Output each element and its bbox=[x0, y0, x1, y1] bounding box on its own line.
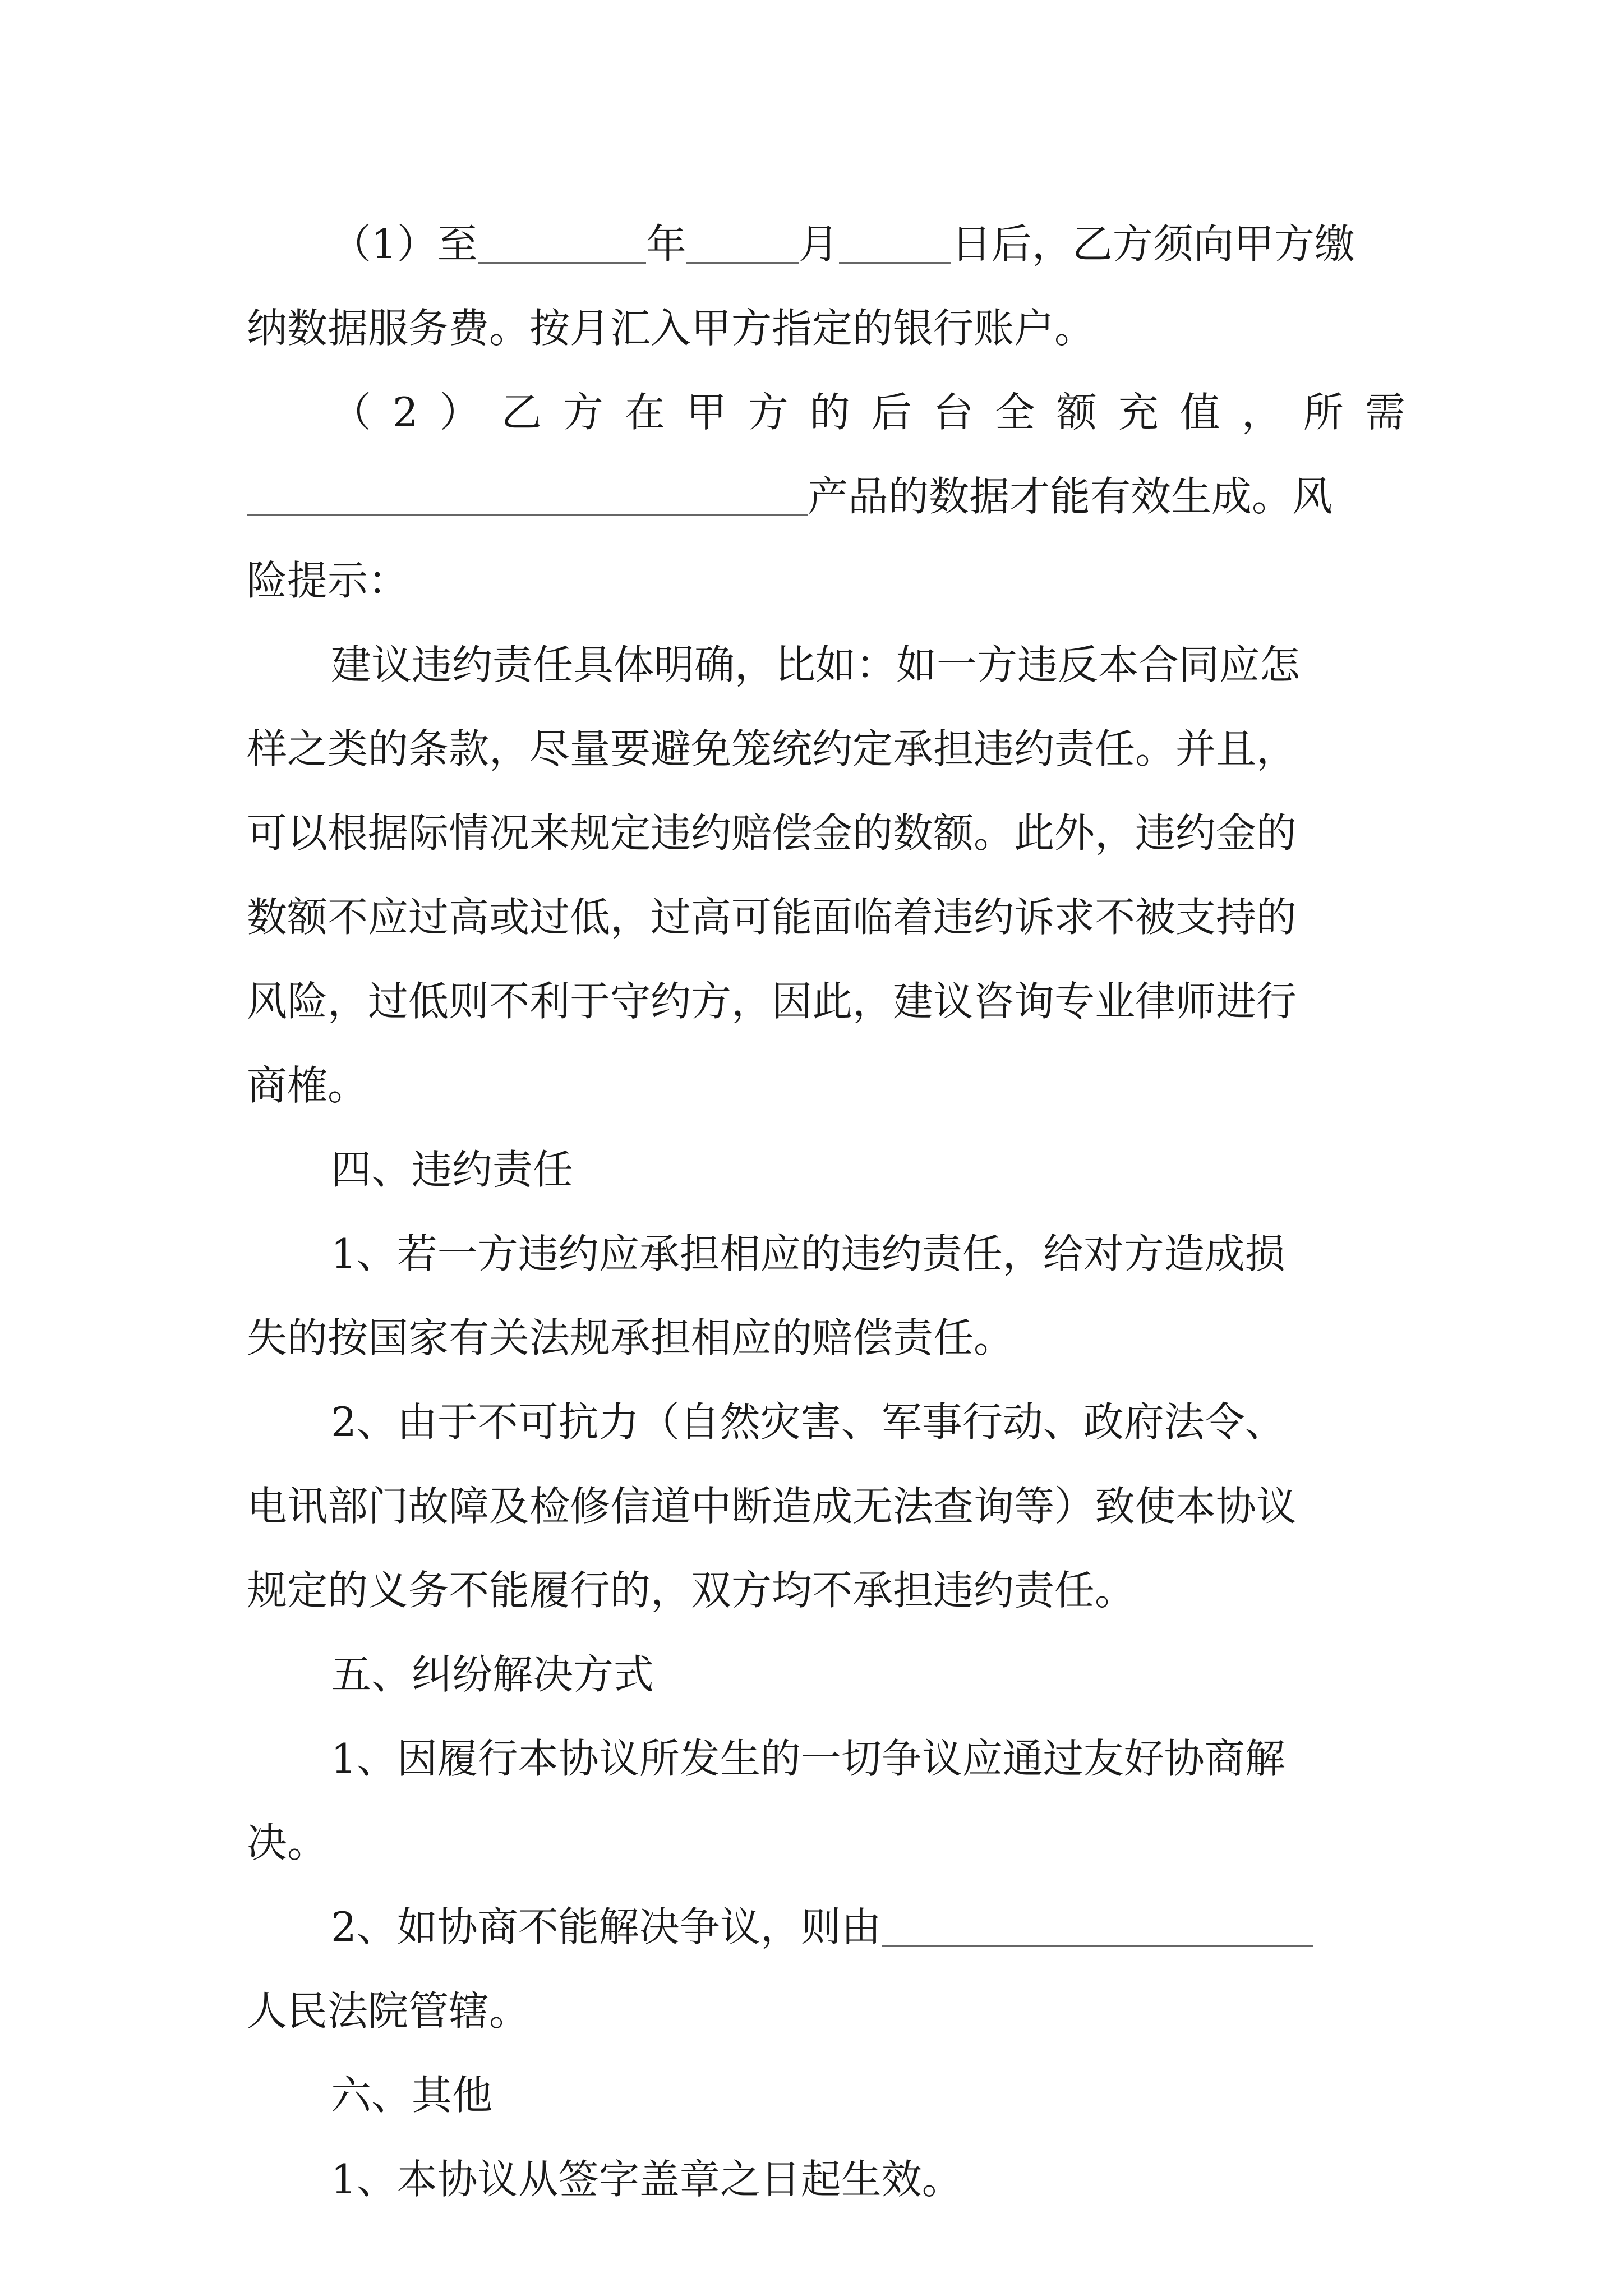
text-run: 日后，乙方须向甲方缴 bbox=[951, 220, 1355, 268]
section-heading-other: 六、其他 bbox=[331, 2072, 493, 2119]
text-run: 年 bbox=[645, 220, 686, 268]
document-body bbox=[247, 202, 1427, 2221]
section-heading-liability: 四、违约责任 bbox=[331, 1146, 574, 1193]
text-run: （2）乙方在甲方的后台全额充值，所需 bbox=[331, 389, 1427, 436]
text-run: （1）至 bbox=[331, 220, 478, 268]
clause-dispute-1-line2: 决。 bbox=[247, 1819, 328, 1866]
risk-note-line: 数额不应过高或过低，过高可能面临着违约诉求不被支持的 bbox=[247, 894, 1297, 941]
text-run: 产品的数据才能有效生成。风 bbox=[808, 473, 1333, 520]
month-blank bbox=[686, 222, 799, 264]
clause-dispute-1-line1: 1、因履行本协议所发生的一切争议应通过友好协商解 bbox=[331, 1735, 1285, 1782]
product-blank bbox=[247, 474, 808, 516]
clause-payment-2-line3: 险提示： bbox=[247, 557, 409, 604]
day-blank bbox=[839, 222, 951, 264]
court-blank bbox=[882, 1904, 1313, 1947]
section-heading-dispute: 五、纠纷解决方式 bbox=[331, 1651, 654, 1698]
clause-dispute-2-line1 bbox=[247, 1885, 1374, 1969]
clause-liability-2-line2: 电讯部门故障及检修信道中断造成无法查询等）致使本协议 bbox=[247, 1483, 1297, 1530]
text-run: 2、如协商不能解决争议，则由 bbox=[331, 1903, 882, 1950]
clause-payment-2-line1 bbox=[247, 370, 1427, 454]
risk-note-line: 样之类的条款，尽量要避免笼统约定承担违约责任。并且， bbox=[247, 725, 1297, 772]
risk-note-line: 建议违约责任具体明确，比如：如一方违反本合同应怎 bbox=[331, 641, 1301, 688]
clause-payment-1-line2: 纳数据服务费。按月汇入甲方指定的银行账户。 bbox=[247, 305, 1095, 352]
text-run: 月 bbox=[798, 220, 839, 268]
clause-other-1-line1: 1、本协议从签字盖章之日起生效。 bbox=[331, 2156, 962, 2203]
clause-liability-2-line3: 规定的义务不能履行的，双方均不承担违约责任。 bbox=[247, 1567, 1136, 1614]
risk-note-line: 商榷。 bbox=[247, 1062, 368, 1109]
clause-payment-2-line2 bbox=[247, 454, 1374, 539]
clause-liability-1-line2: 失的按国家有关法规承担相应的赔偿责任。 bbox=[247, 1314, 1015, 1361]
risk-note-line: 风险，过低则不利于守约方，因此，建议咨询专业律师进行 bbox=[247, 978, 1297, 1025]
clause-liability-2-line1: 2、由于不可抗力（自然灾害、军事行动、政府法令、 bbox=[331, 1398, 1285, 1446]
risk-note-line: 可以根据际情况来规定违约赔偿金的数额。此外，违约金的 bbox=[247, 809, 1297, 857]
clause-payment-1-line1 bbox=[247, 202, 1374, 286]
year-blank bbox=[478, 222, 646, 264]
clause-liability-1-line1: 1、若一方违约应承担相应的违约责任，给对方造成损 bbox=[331, 1230, 1285, 1277]
clause-dispute-2-line2: 人民法院管辖。 bbox=[247, 1987, 530, 2035]
